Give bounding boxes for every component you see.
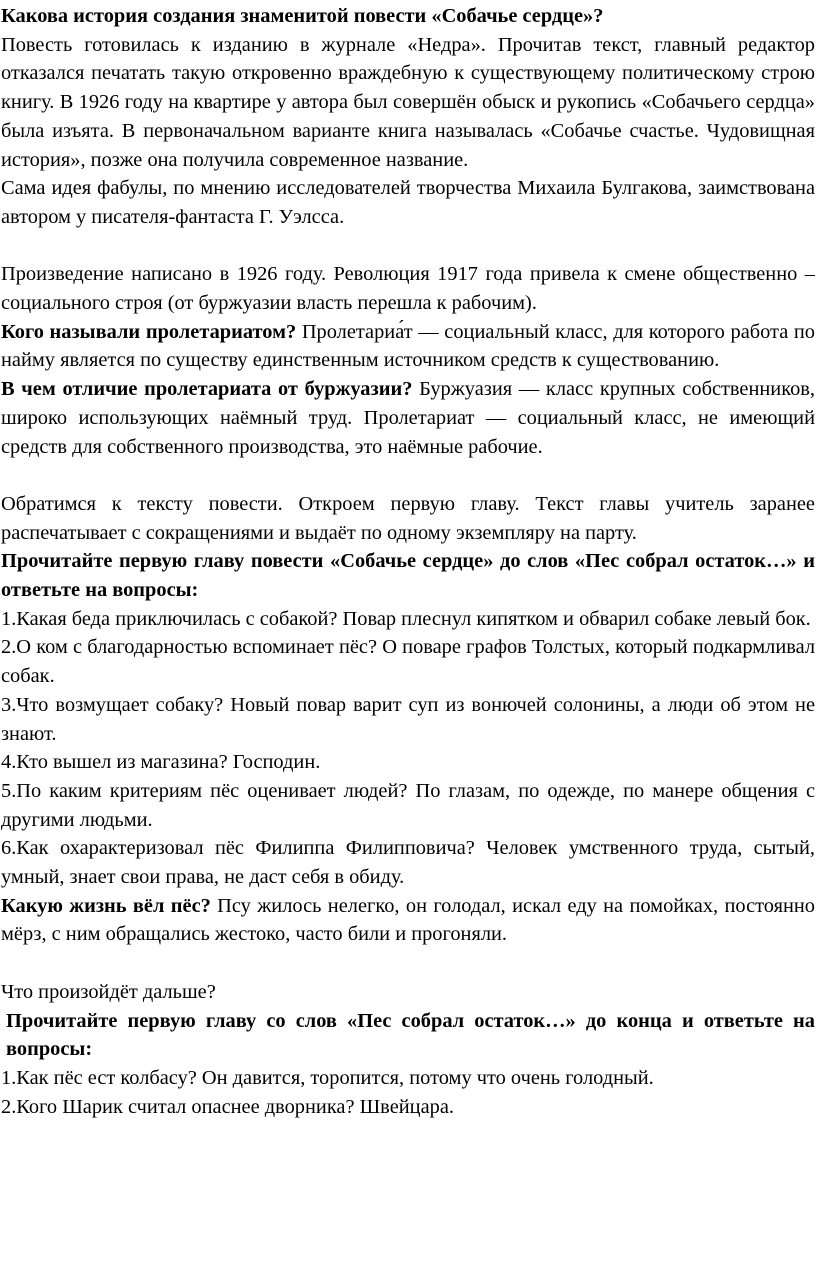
question-item: 2.О ком с благодарностью вспоминает пёс? О поваре графов Толстых, который подкармливал собак. xyxy=(1,636,815,688)
text-paragraph: Обратимся к тексту повести. Откроем первую главу. Текст главы учитель заранее распечатывает с сокращениями и выдаёт по одному экземпляру на парту. xyxy=(1,492,815,544)
question-item: 4.Кто вышел из магазина? Господин. xyxy=(1,751,321,774)
difference-paragraph xyxy=(1,375,815,461)
page-heading: Какова история создания знаменитой повести «Собачье сердце»? xyxy=(1,5,604,27)
history-paragraph: Повесть готовилась к изданию в журнале «Недра». Прочитав текст, главный редактор отказался печатать такую откровенно враждебную к существующему политическому строю книгу. В 1926 году на квартире у автора был совершён обыск и рукопись «Собачьего сердца» была изъята. В первоначальном варианте книга называлась «Собачье счастье. Чудовищная история», позже она получила современное название. xyxy=(1,33,815,171)
life-answer: Псу жилось нелегко, он голодал, искал еду на помойках, постоянно мёрз, с ним обращались жестоко, часто били и прогоняли. xyxy=(1,894,815,946)
task-two: Прочитайте первую главу со слов «Пес собрал остаток…» до конца и ответьте на вопросы: xyxy=(6,1009,815,1061)
question-item: 5.По каким критериям пёс оценивает людей? По глазам, по одежде, по манере общения с другими людьми. xyxy=(1,779,815,831)
spacer xyxy=(1,232,815,261)
spacer xyxy=(1,461,815,490)
question-item: 2.Кого Шарик считал опаснее дворника? Швейцара. xyxy=(1,1095,454,1118)
written-paragraph: Произведение написано в 1926 году. Революция 1917 года привела к смене общественно – социального строя (от буржуазии власть перешла к рабочим). xyxy=(1,263,815,315)
spacer xyxy=(1,949,815,978)
proletariat-paragraph xyxy=(1,318,815,375)
proletariat-answer: Пролетариа́т — социальный класс, для которого работа по найму является по существу единственным источником средств к существованию. xyxy=(1,320,815,372)
proletariat-question: Кого называли пролетариатом? xyxy=(1,320,297,343)
question-item: 3.Что возмущает собаку? Новый повар варит суп из вонючей солонины, а люди об этом не знают. xyxy=(1,693,815,745)
question-item: 1.Как пёс ест колбасу? Он давится, торопится, потому что очень голодный. xyxy=(1,1066,654,1089)
life-question: Какую жизнь вёл пёс? xyxy=(1,894,211,917)
task-one: Прочитайте первую главу повести «Собачье сердце» до слов «Пес собрал остаток…» и ответьте на вопросы: xyxy=(1,550,815,602)
question-item: 1.Какая беда приключилась с собакой? Повар плеснул кипятком и обварил собаке левый бок. xyxy=(1,607,811,630)
next-paragraph: Что произойдёт дальше? xyxy=(1,980,216,1003)
fabula-paragraph: Сама идея фабулы, по мнению исследователей творчества Михаила Булгакова, заимствована автором у писателя-фантаста Г. Уэлсса. xyxy=(1,177,815,228)
difference-question: В чем отличие пролетариата от буржуазии? xyxy=(1,378,413,401)
difference-answer: Буржуазия — класс крупных собственников, широко использующих наёмный труд. Пролетариат — социальный класс, не имеющий средств для собственного производства, это наёмные рабочие. xyxy=(1,378,816,458)
life-paragraph xyxy=(1,892,815,949)
question-item: 6.Как охарактеризовал пёс Филиппа Филипповича? Человек умственного труда, сытый, умный, знает свои права, не даст себя в обиду. xyxy=(1,837,815,889)
